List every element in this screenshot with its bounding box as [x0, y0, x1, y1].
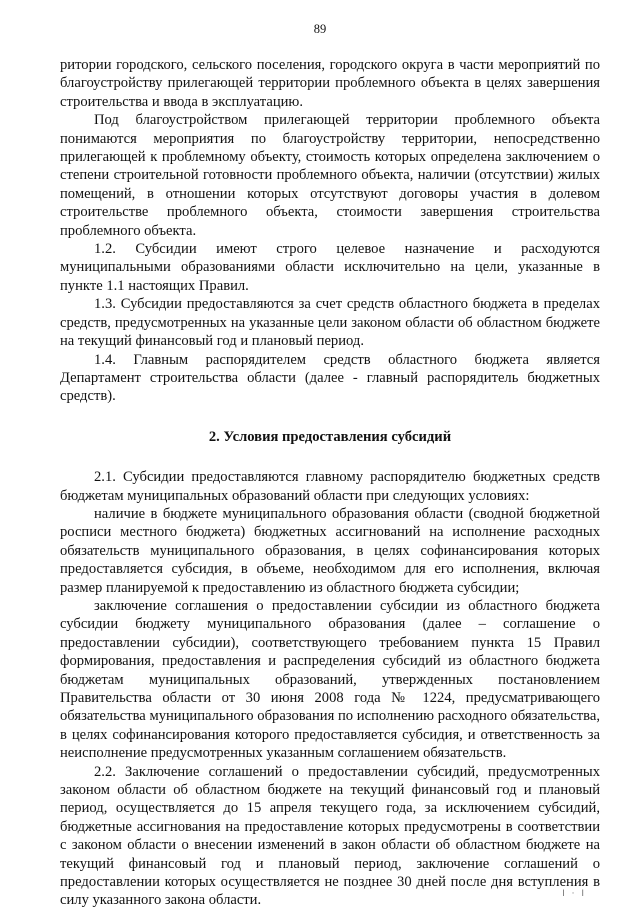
paragraph-1-4: 1.4. Главным распорядителем средств областного бюджета является Департамент строительства области (далее - главный распорядитель бюджетных средств). [60, 351, 600, 405]
paragraph-condition-agreement: заключение соглашения о предоставлении субсидии из областного бюджета субсидии бюджету муниципального образования (далее – соглашение о предоставлении субсидии), соответствующего требованием пункта 15 Правил формирования, предоставления и распределения субсидий из областного бюджета бюджетам муниципальных образований, утвержденных постановлением Правительства области от 30 июня 2008 года № 1224, предусматривающего обязательства муниципального образования по исполнению расходного обязательства, в целях софинансирования которого предоставляется субсидия, и ответственность за неисполнение предусмотренных указанным соглашением обязательств. [60, 597, 600, 762]
paragraph-improvement-definition: Под благоустройством прилегающей территории проблемного объекта понимаются мероприятия по благоустройству территории, непосредственно прилегающей к проблемному объекту, стоимость которых определена заключением о степени строительной готовности проблемного объекта, наличии (отсутствии) жилых помещений, в отношении которых отсутствуют договоры участия в долевом строительстве проблемного объекта, стоимости завершения строительства проблемного объекта. [60, 112, 600, 239]
page-number: 89 [313, 22, 327, 36]
section-title: 2. Условия предоставления субсидий [208, 428, 452, 445]
paragraph-continuation: ритории городского, сельского поселения, городского округа в части мероприятий по благоустройству прилегающей территории проблемного объекта в целях завершения строительства и ввода в эксплуатацию. [60, 57, 600, 110]
paragraph-2-2: 2.2. Заключение соглашений о предоставлении субсидий, предусмотренных законом области об областном бюджете на текущий финансовый год и плановый период, осуществляется до 15 апреля текущего года, за исключением субсидий, бюджетные ассигнования на предоставление которых предусмотрены в соответствии с законом области о внесении изменений в закон области об областном бюджете на текущий финансовый год и плановый период, заключение соглашений о предоставлении которых осуществляется не позднее 30 дней после дня вступления в силу указанного закона области. [60, 763, 600, 909]
corner-mark: I · I [562, 889, 586, 899]
paragraph-1-2: 1.2. Субсидии имеют строго целевое назначение и расходуются муниципальными образованиями области исключительно на цели, указанные в пункте 1.1 настоящих Правил. [60, 241, 600, 294]
paragraph-1-3: 1.3. Субсидии предоставляются за счет средств областного бюджета в пределах средств, предусмотренных на указанные цели законом области об областном бюджете на текущий финансовый год и плановый период. [60, 296, 600, 350]
paragraph-condition-budget: наличие в бюджете муниципального образования области (сводной бюджетной росписи местного бюджета) бюджетных ассигнований на исполнение расходных обязательств муниципального образования, в целях софинансирования которых предоставляется субсидия, в объеме, необходимом для его исполнения, включая размер планируемой к предоставлению из областного бюджета субсидии; [60, 505, 600, 596]
paragraph-2-1: 2.1. Субсидии предоставляются главному распорядителю бюджетных средств бюджетам муниципальных образований области при следующих условиях: [60, 469, 600, 504]
document-body [60, 56, 600, 910]
